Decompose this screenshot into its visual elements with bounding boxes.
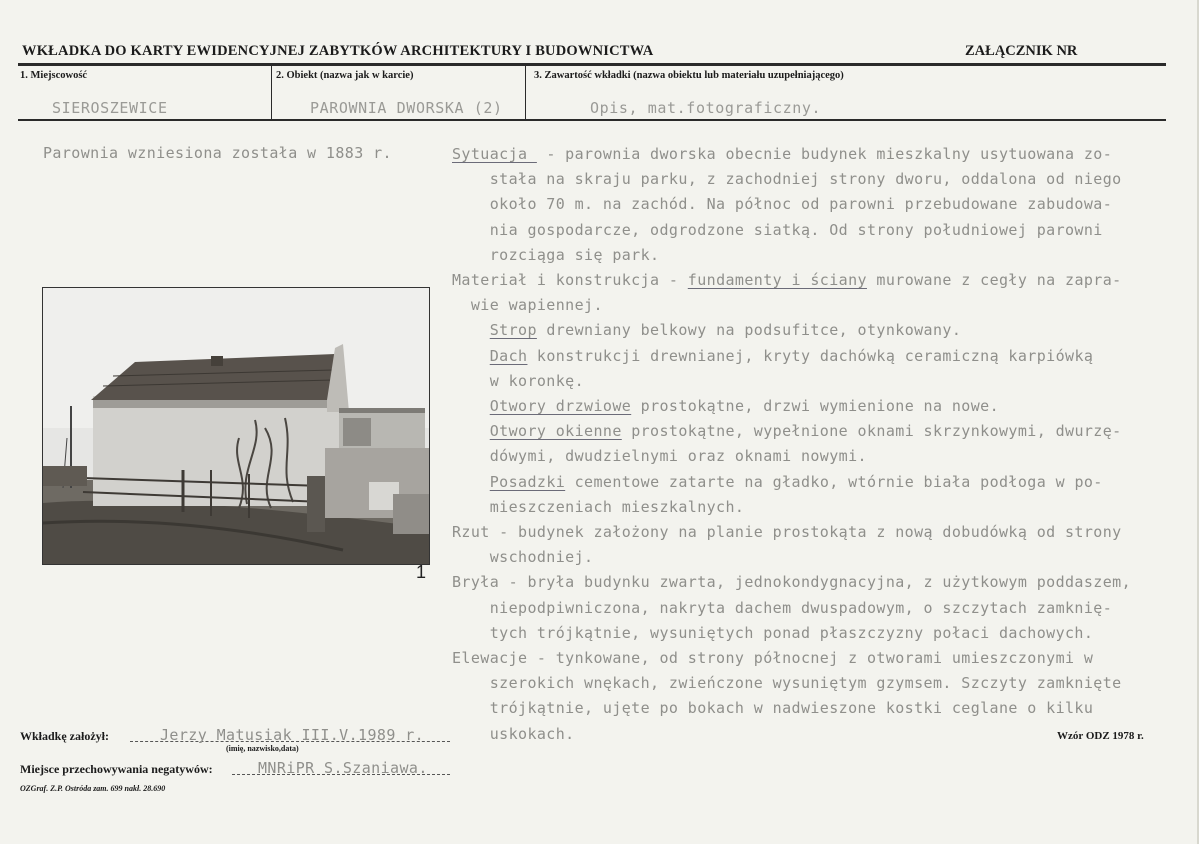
card-title: WKŁADKA DO KARTY EWIDENCYJNEJ ZABYTKÓW ARCHITEKTURY I BUDOWNICTWA: [22, 43, 654, 59]
author-field-hint: (imię, nazwisko,data): [226, 744, 299, 753]
description-line: Sytuacja - parownia dworska obecnie budynek mieszkalny usytuowana zo-: [452, 145, 1113, 163]
description-line: Strop drewniany belkowy na podsufitce, otynkowany.: [489, 321, 962, 340]
author-label: Wkładkę założył:: [20, 729, 109, 743]
construction-date-note: Parownia wzniesiona została w 1883 r.: [43, 144, 392, 162]
description-line: wschodniej.: [452, 548, 594, 567]
description-line: około 70 m. na zachód. Na północ od parowni przebudowane zabudowa-: [452, 195, 1113, 214]
object-value: PAROWNIA DWORSKA (2): [310, 99, 503, 117]
description-line: niepodpiwniczona, nakryta dachem dwuspadowym, o szczytach zamknię-: [452, 598, 1113, 617]
description-line: Bryła - bryła budynku zwarta, jednokondygnacyjna, z użytkowym poddaszem,: [452, 573, 1132, 592]
description-line: Otwory drzwiowe prostokątne, drzwi wymienione na nowe.: [489, 397, 1000, 416]
situation-heading: Sytuacja: [452, 145, 537, 163]
description-line: dówymi, dwudzielnymi oraz oknami nowymi.: [452, 447, 867, 466]
form-template-mark: Wzór ODZ 1978 r.: [1057, 730, 1144, 742]
description-line: tych trójkątnie, wysuniętych ponad płaszczyzny połaci dachowych.: [452, 623, 1094, 642]
ceiling-heading: Strop: [489, 321, 537, 340]
description-line: Dach konstrukcji drewnianej, kryty dachówką ceramiczną karpiówką: [489, 346, 1094, 365]
content-label: 3. Zawartość wkładki (nazwa obiektu lub materiału uzupełniającego): [534, 70, 844, 81]
description-line: nia gospodarcze, odgrodzone siatką. Od strony południowej parowni: [452, 220, 1103, 239]
description-line: uskokach.: [452, 724, 575, 743]
description-line: Materiał i konstrukcja - fundamenty i ściany murowane z cegły na zapra-: [452, 271, 1122, 290]
column-divider-1: [271, 65, 272, 120]
description-line: mieszczeniach mieszkalnych.: [452, 497, 745, 516]
header-top-rule: [18, 63, 1166, 66]
negative-storage-label: Miejsce przechowywania negatywów:: [20, 762, 213, 776]
printer-imprint: OZGraf. Z.P. Ostróda zam. 699 nakł. 28.690: [20, 784, 166, 793]
description-line: rozciąga się park.: [452, 245, 660, 264]
negative-storage-value: MNRiPR S.Szaniawa.: [258, 759, 428, 777]
window-openings-heading: Otwory okienne: [489, 422, 622, 441]
description-line: szerokich wnękach, zwieńczone wysuniętym gzymsem. Szczyty zamknięte: [452, 674, 1122, 693]
description-line: Elewacje - tynkowane, od strony północnej z otworami umieszczonymi w: [452, 649, 1094, 668]
photo-number: 1: [416, 562, 427, 582]
locality-value: SIEROSZEWICE: [52, 99, 168, 117]
roof-heading: Dach: [489, 346, 528, 365]
door-openings-heading: Otwory drzwiowe: [489, 397, 632, 416]
description-line: w koronkę.: [452, 371, 585, 390]
description-line: Posadzki cementowe zatarte na gładko, wtórnie biała podłoga w po-: [489, 472, 1103, 491]
object-label: 2. Obiekt (nazwa jak w karcie): [276, 70, 414, 81]
column-divider-2: [525, 65, 526, 120]
description-line: trójkątnie, ujęte po bokach w nadwieszone kostki ceglane o kilku: [452, 699, 1094, 718]
description-line: wie wapiennej.: [452, 296, 603, 315]
steam-house-photo-illustration: [43, 288, 429, 564]
foundations-walls-heading: fundamenty i ściany: [687, 271, 867, 290]
author-value: Jerzy Matusiak III.V.1989 r.: [160, 726, 425, 744]
description-line: Rzut - budynek założony na planie prostokąta z nową dobudówką od strony: [452, 523, 1122, 542]
locality-label: 1. Miejscowość: [20, 70, 88, 81]
floors-heading: Posadzki: [489, 472, 566, 491]
header-bottom-rule: [18, 119, 1166, 121]
description-line: stała na skraju parku, z zachodniej strony dworu, oddalona od niego: [452, 170, 1122, 189]
description-text: [452, 142, 1172, 747]
attachment-number-label: ZAŁĄCZNIK NR: [965, 43, 1078, 59]
description-line: Otwory okienne prostokątne, wypełnione oknami skrzynkowymi, dwurzę-: [489, 422, 1122, 441]
content-value: Opis, mat.fotograficzny.: [590, 99, 822, 117]
building-photo: [42, 287, 430, 565]
